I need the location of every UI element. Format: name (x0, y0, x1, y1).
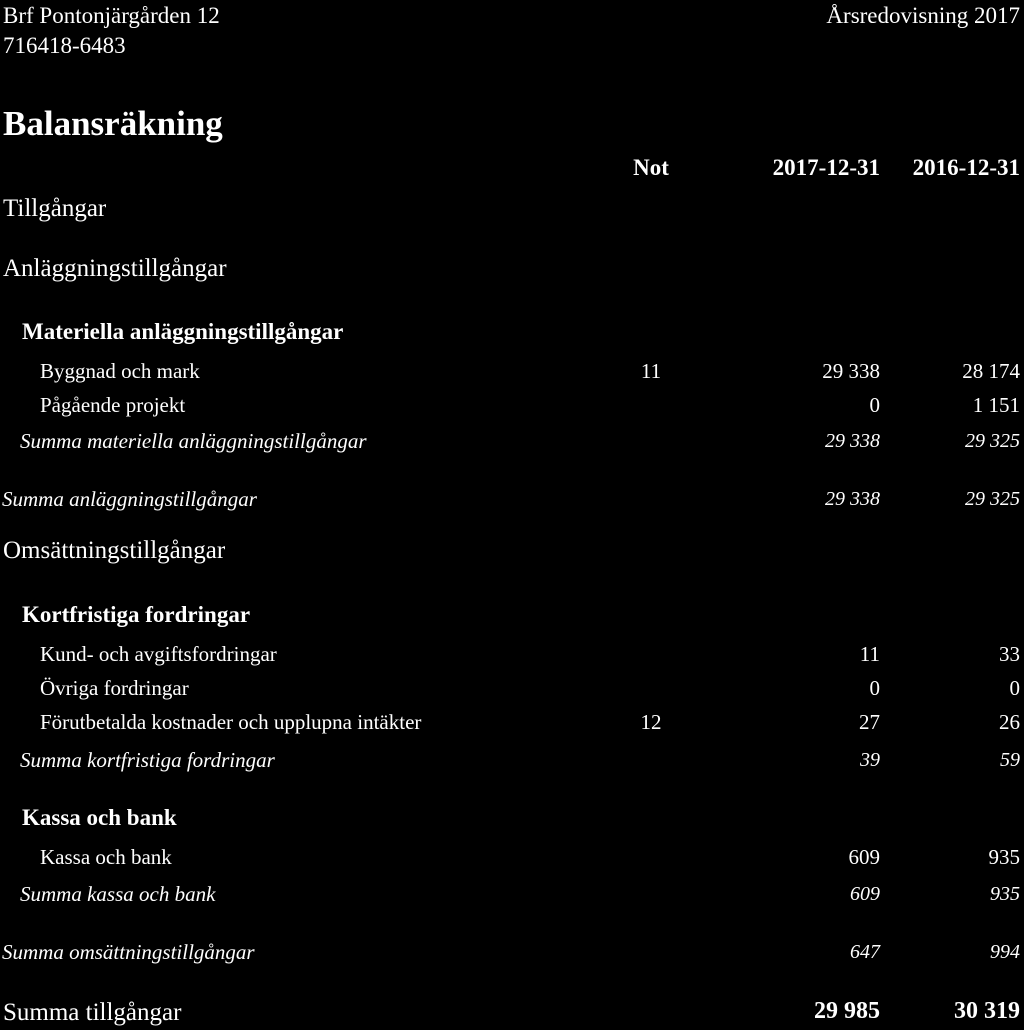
row-value-2017: 0 (869, 676, 880, 700)
subtotal-value-2016: 59 (1000, 749, 1020, 771)
row-label: Övriga fordringar (40, 676, 189, 700)
total-value-2016: 30 319 (954, 998, 1020, 1024)
row-value-2016: 1 151 (972, 393, 1020, 417)
subsection-heading-cash: Kassa och bank (22, 805, 177, 830)
subtotal-value-2016: 29 325 (965, 488, 1020, 510)
subtotal-value-2016: 935 (990, 883, 1020, 905)
section-heading-current-assets: Omsättningstillgångar (3, 537, 226, 564)
subtotal-label: Summa kassa och bank (20, 882, 216, 906)
page-title: Balansräkning (3, 104, 223, 143)
row-value-2017: 11 (859, 642, 880, 666)
row-value-2017: 609 (848, 845, 880, 869)
subtotal-value-2017: 39 (860, 749, 880, 771)
row-value-2016: 935 (988, 845, 1020, 869)
row-value-2017: 29 338 (822, 359, 880, 383)
subtotal-value-2016: 994 (990, 941, 1020, 963)
organization-name: Brf Pontonjärgården 12 (3, 3, 220, 28)
row-label: Kund- och avgiftsfordringar (40, 642, 277, 666)
subsection-heading-receivables: Kortfristiga fordringar (22, 602, 251, 627)
subtotal-value-2017: 609 (850, 883, 880, 905)
subtotal-label: Summa omsättningstillgångar (2, 940, 255, 964)
section-heading-assets: Tillgångar (3, 195, 107, 222)
total-label: Summa tillgångar (3, 999, 182, 1026)
row-note: 11 (640, 359, 662, 383)
row-value-2017: 0 (869, 393, 880, 417)
subtotal-value-2017: 29 338 (825, 488, 880, 510)
subtotal-value-2017: 29 338 (825, 430, 880, 452)
row-value-2016: 33 (999, 642, 1020, 666)
total-value-2017: 29 985 (814, 998, 880, 1024)
row-value-2016: 28 174 (962, 359, 1020, 383)
row-value-2017: 27 (859, 710, 880, 734)
row-value-2016: 26 (999, 710, 1020, 734)
row-note: 12 (640, 710, 662, 734)
column-header-2016: 2016-12-31 (912, 155, 1020, 180)
row-label: Byggnad och mark (40, 359, 200, 383)
column-header-2017: 2017-12-31 (772, 155, 880, 180)
row-label: Förutbetalda kostnader och upplupna intäkter (40, 710, 422, 734)
subtotal-value-2016: 29 325 (965, 430, 1020, 452)
report-title: Årsredovisning 2017 (826, 3, 1020, 28)
subtotal-label: Summa anläggningstillgångar (2, 487, 257, 511)
row-value-2016: 0 (1009, 676, 1020, 700)
column-header-note: Not (633, 155, 669, 180)
subtotal-label: Summa materiella anläggningstillgångar (20, 429, 367, 453)
row-label: Kassa och bank (40, 845, 172, 869)
organization-number: 716418-6483 (3, 33, 126, 58)
subtotal-value-2017: 647 (850, 941, 880, 963)
subtotal-label: Summa kortfristiga fordringar (20, 748, 275, 772)
section-heading-fixed-assets: Anläggningstillgångar (3, 255, 227, 282)
subsection-heading-tangible: Materiella anläggningstillgångar (22, 319, 344, 344)
row-label: Pågående projekt (40, 393, 186, 417)
